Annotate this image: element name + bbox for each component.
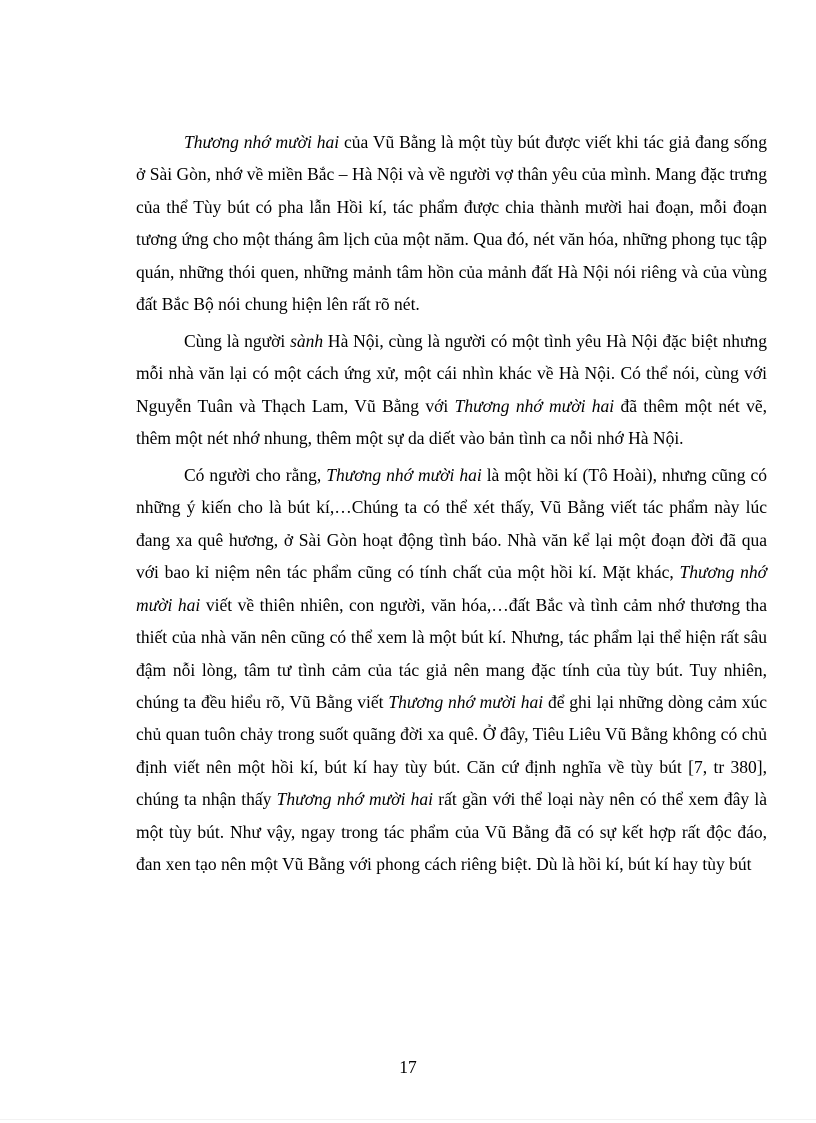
- text-run: Cùng là người: [184, 330, 291, 351]
- text-run: đã thêm một nét vẽ, thêm một nét nhớ nhung, thêm một sự da diết vào bản tình ca nỗi nhớ Hà Nội.: [136, 395, 768, 449]
- paragraph-2: [136, 325, 767, 455]
- paragraph-3: [136, 459, 767, 880]
- text-run: Có người cho rằng,: [184, 465, 327, 486]
- italic-text-run: Thương nhớ mười hai: [276, 789, 433, 810]
- italic-text-run: Thương nhớ mười hai: [136, 562, 767, 615]
- italic-text-run: Thương nhớ mười hai: [184, 132, 340, 152]
- italic-text-run: Thương nhớ mười hai: [454, 395, 615, 416]
- italic-text-run: sành: [290, 330, 324, 351]
- text-run: là một hồi kí (Tô Hoài), nhưng cũng có những ý kiến cho là bút kí,…Chúng ta có thể xét thấy, Vũ Bằng viết tác phẩm này lúc đang xa quê hương, ở Sài Gòn hoạt động tình báo. Nhà văn kể lại một đoạn đời đã qua với bao kỉ niệm nên tác phẩm cũng có tính chất của một hồi kí. Mặt khác,: [136, 465, 768, 583]
- text-run: rất gần với thể loại này nên có thể xem đây là một tùy bút. Như vậy, ngay trong tác phẩm của Vũ Bằng đã có sự kết hợp rất độc đáo, đan xen tạo nên một Vũ Bằng với phong cách riêng biệt. Dù là hồi kí, bút kí hay tùy bút: [136, 789, 768, 874]
- italic-text-run: Thương nhớ mười hai: [326, 465, 482, 486]
- page-number: 17: [399, 1057, 417, 1077]
- paragraph-1: [136, 126, 767, 320]
- text-run: viết về thiên nhiên, con người, văn hóa,…đất Bắc và tình cảm nhớ thương tha thiết của nhà văn nên cũng có thể xem là một bút kí. Nhưng, tác phẩm lại thể hiện rất sâu đậm nỗi lòng, tâm tư tình cảm của tác giả nên mang đặc tính của tùy bút. Tuy nhiên, chúng ta đều hiểu rõ, Vũ Bằng viết: [136, 594, 767, 712]
- italic-text-run: Thương nhớ mười hai: [388, 691, 544, 712]
- text-run: để ghi lại những dòng cảm xúc chủ quan tuôn chảy trong suốt quãng đời xa quê. Ở đây, Tiêu Liêu Vũ Bằng không có chủ định viết nên một hồi kí, bút kí hay tùy bút. Căn cứ định nghĩa về tùy bút [7, tr 380], chúng ta nhận thấy: [136, 691, 768, 810]
- body-text: [136, 126, 767, 885]
- page-bottom-edge: [0, 1119, 816, 1120]
- text-run: Hà Nội, cùng là người có một tình yêu Hà Nội đặc biệt nhưng mỗi nhà văn lại có một cách ứng xử, một cái nhìn khác về Hà Nội. Có thể nói, cùng với Nguyễn Tuân và Thạch Lam, Vũ Bằng với: [136, 330, 767, 416]
- text-run: của Vũ Bằng là một tùy bút được viết khi tác giả đang sống ở Sài Gòn, nhớ về miền Bắc – Hà Nội và về người vợ thân yêu của mình. Mang đặc trưng của thể Tùy bút có pha lẫn Hồi kí, tác phẩm được chia thành mười hai đoạn, mỗi đoạn tương ứng cho một tháng âm lịch của một năm. Qua đó, nét văn hóa, những phong tục tập quán, những thói quen, những mảnh tâm hồn của mảnh đất Hà Nội nói riêng và của vùng đất Bắc Bộ nói chung hiện lên rất rõ nét.: [136, 132, 767, 315]
